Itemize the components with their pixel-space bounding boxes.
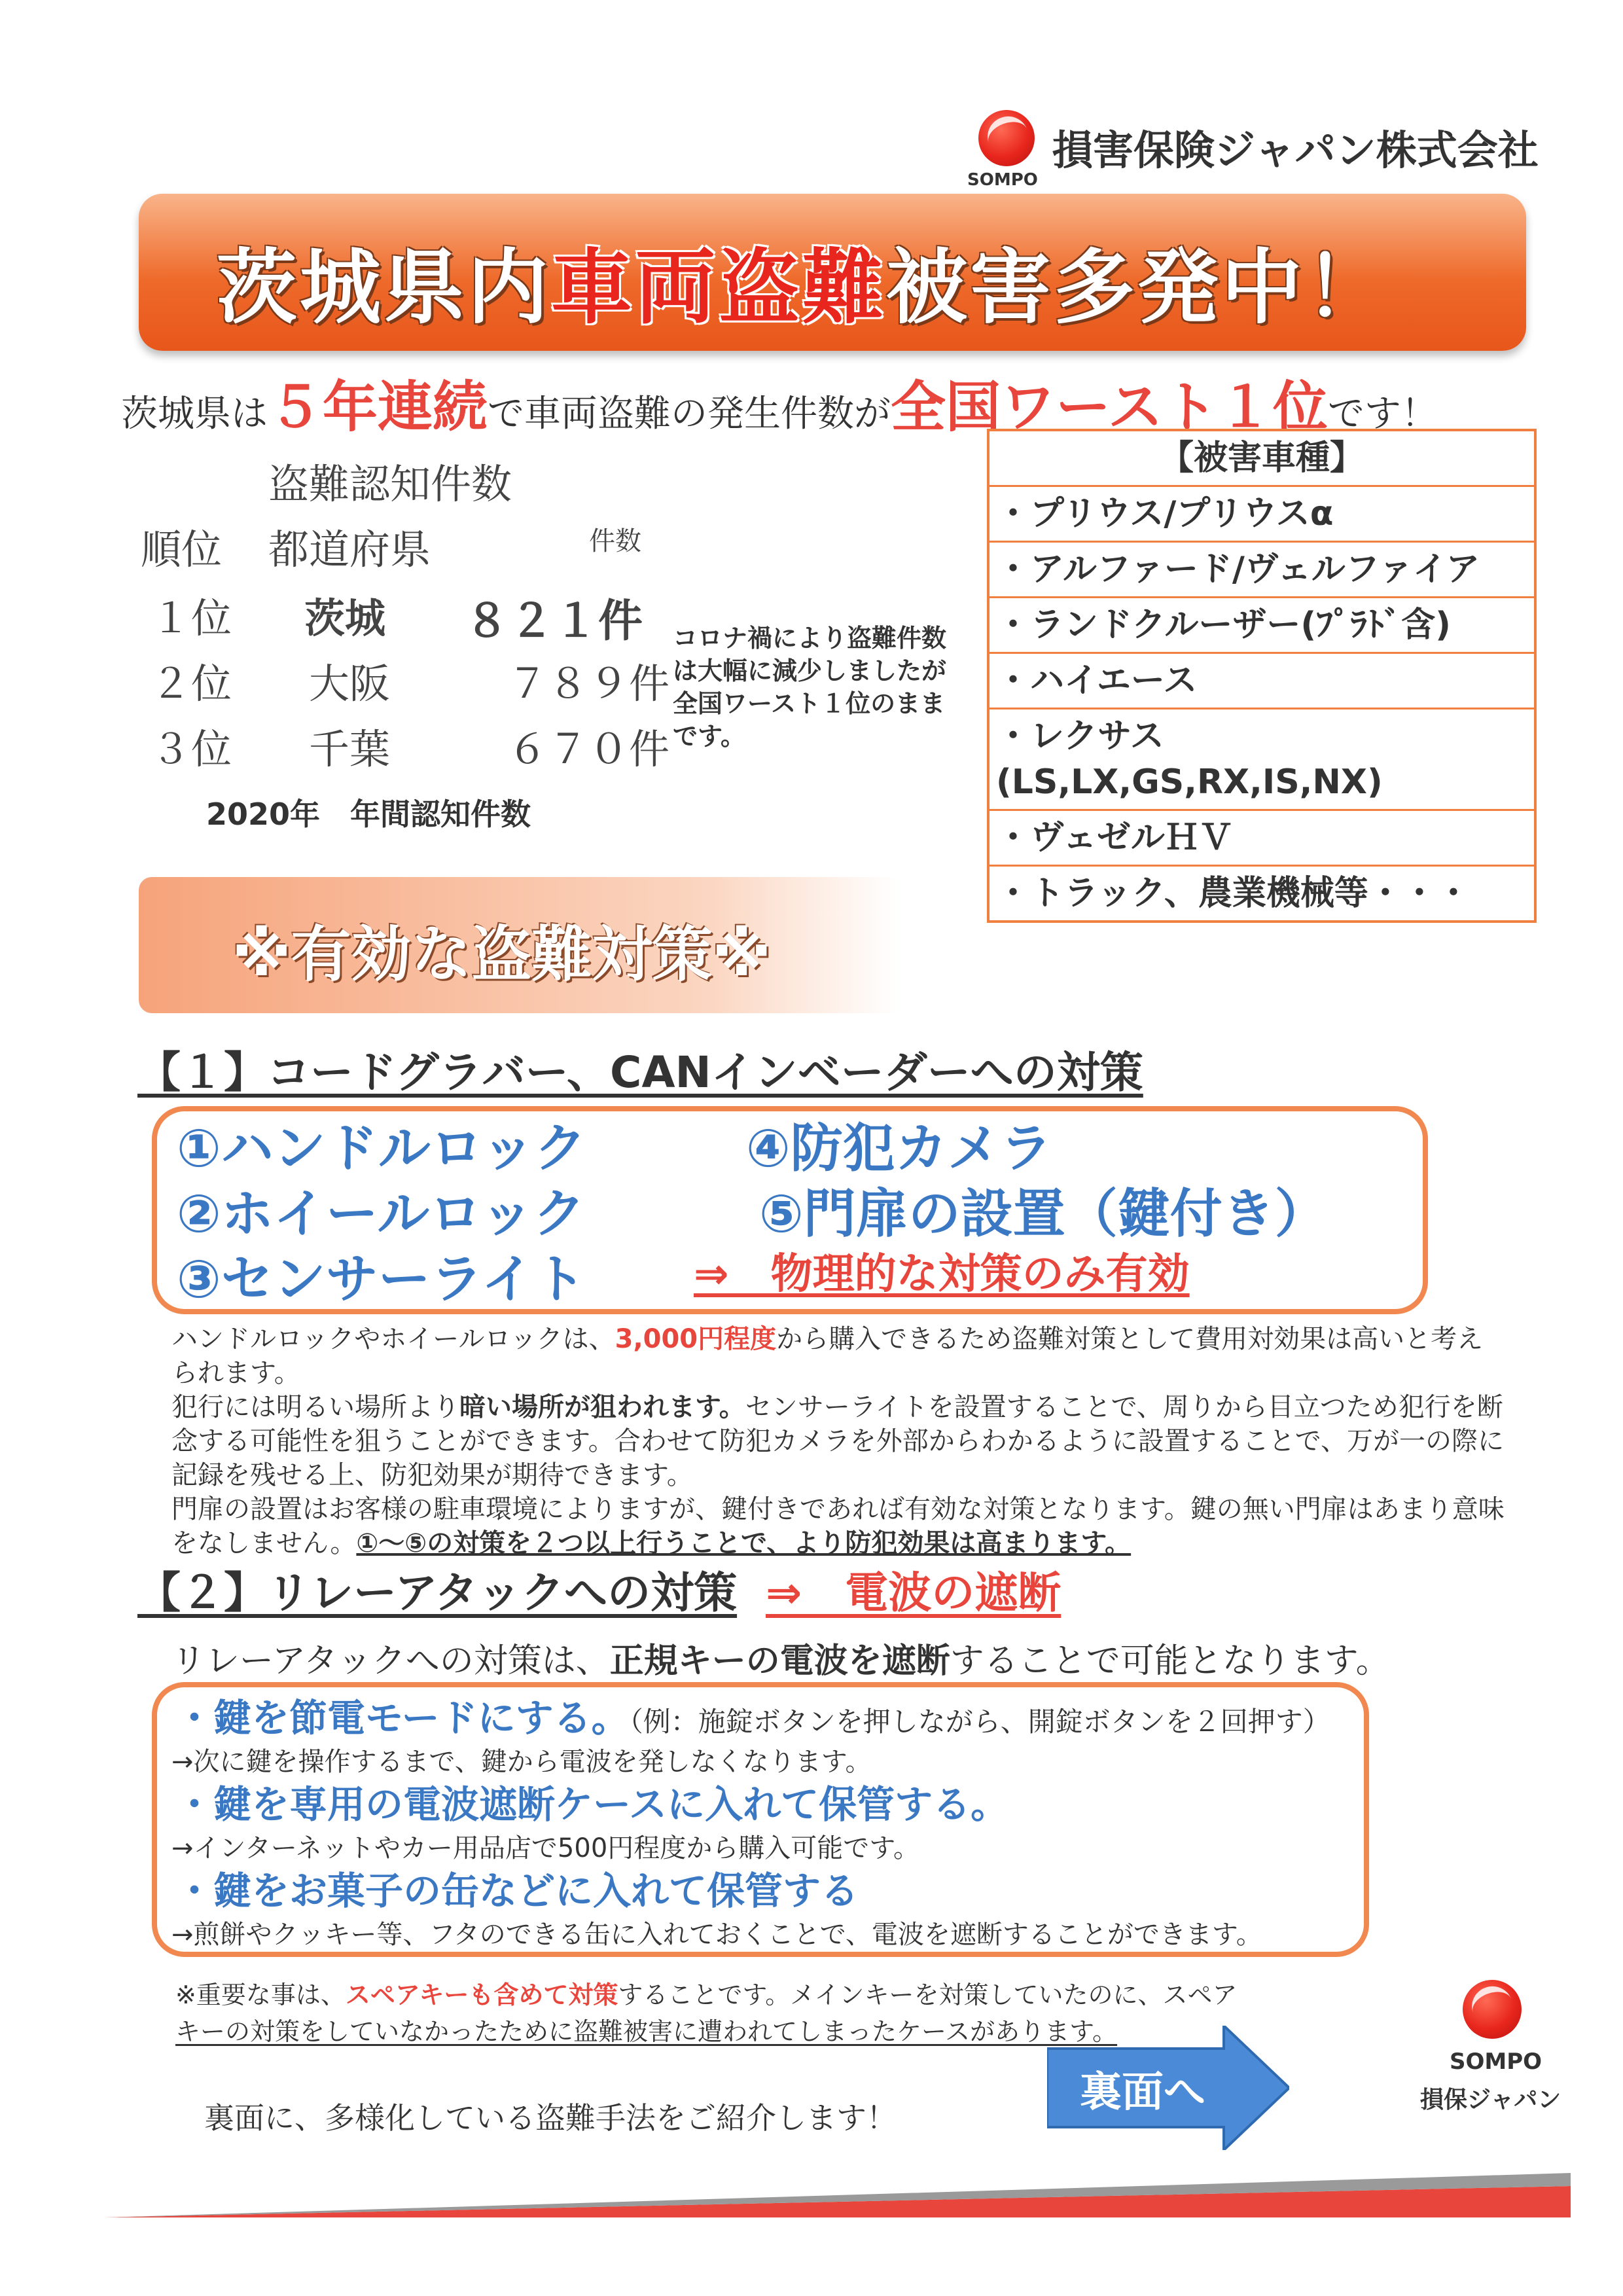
para-a1: ハンドルロックやホイールロックは、 <box>171 1324 615 1354</box>
col-rank: 順位 <box>141 526 223 573</box>
measure-1: ①ハンドルロック <box>177 1118 587 1179</box>
section1-heading: 【１】コードグラバー、CANインベーダーへの対策 <box>137 1047 1143 1098</box>
note-line: です。 <box>673 722 745 751</box>
vehicle-item: ・ヴェゼルＨＶ <box>990 811 1534 867</box>
section1-paragraph <box>171 1322 1507 1560</box>
section2-conclusion: ⇒ 電波の遮断 <box>766 1568 1061 1618</box>
intro2: することで可能となります。 <box>950 1641 1390 1681</box>
notice-bold: スペアキーも含めて対策 <box>345 1981 618 2009</box>
title-part2: 被害多発中！ <box>886 241 1389 335</box>
section1-conclusion: ⇒ 物理的な対策のみ有効 <box>694 1250 1190 1299</box>
rank-1: １位 <box>151 594 232 642</box>
relay-item-2-sub: →インターネットやカー用品店で500円程度から購入可能です。 <box>171 1833 920 1863</box>
pref-3: 千葉 <box>309 725 391 773</box>
vehicle-item: ・アルファード/ヴェルファイア <box>990 543 1534 598</box>
lead-highlight2: 全国ワースト１位 <box>891 375 1328 439</box>
page-title <box>216 223 1389 339</box>
para-b-bold: 暗い場所が狙われます。 <box>459 1392 745 1422</box>
title-part1: 茨城県内 <box>216 241 552 335</box>
lead-highlight1: ５年連続 <box>268 375 488 439</box>
para-a-red: 3,000円程度 <box>615 1324 777 1354</box>
vehicle-item: ・トラック、農業機械等・・・ <box>996 874 1471 913</box>
lead-part2: で車両盗難の発生件数が <box>488 393 891 435</box>
footer-decoration <box>105 2173 1571 2219</box>
para-a2: から購入できるため盗難対策として費用対効果は高いと考えられます。 <box>171 1324 1484 1388</box>
sompo-footer-logo-icon <box>1463 1980 1522 2039</box>
rank-3: ３位 <box>151 725 232 773</box>
relay-item-1-sub: →次に鍵を操作するまで、鍵から電波を発しなくなります。 <box>171 1747 872 1777</box>
col-pref: 都道府県 <box>268 526 431 573</box>
vehicle-table-header: 【被害車種】 <box>990 431 1534 487</box>
notice-part2: することです。メインキーを対策していたのに、スペア <box>618 1981 1238 2009</box>
relay-item-3: ・鍵をお菓子の缶などに入れて保管する <box>175 1869 859 1913</box>
note-line: コロナ禍により盗難件数 <box>673 624 947 653</box>
vehicle-item: (LS,LX,GS,RX,IS,NX) <box>990 759 1534 811</box>
ranking-note <box>673 622 946 753</box>
footer-brand-jp: 損保ジャパン <box>1420 2087 1561 2113</box>
relay-item-3-sub: →煎餅やクッキー等、フタのできる缶に入れておくことで、電波を遮断することができます。 <box>171 1920 1262 1950</box>
relay-item-1 <box>175 1687 1330 1742</box>
section2-intro <box>171 1633 1390 1682</box>
vehicle-item: ・プリウス/プリウスα <box>990 487 1534 543</box>
vehicle-item: ・レクサス <box>996 717 1164 756</box>
measure-5: ⑤門扉の設置（鍵付き） <box>759 1183 1327 1244</box>
count-1: ８２１件 <box>465 596 643 647</box>
notice-part1: ※重要な事は、 <box>175 1981 346 2009</box>
vehicle-item: ・ランドクルーザー(ﾌﾟﾗﾄﾞ含) <box>990 598 1534 654</box>
note-line: は大幅に減少しましたが <box>673 656 947 685</box>
back-page-button-label[interactable]: 裏面へ <box>1080 2068 1205 2117</box>
measure-3: ③センサーライト <box>177 1249 586 1310</box>
pref-1: 茨城 <box>304 594 386 642</box>
lead-part1: 茨城県は <box>121 393 268 435</box>
count-2: ７８９件 <box>507 660 670 708</box>
intro-bold: 正規キーの電波を遮断 <box>609 1641 950 1681</box>
notice-line2: キーの対策をしていなかったために盗難被害に遭われてしまったケースがあります。 <box>175 2017 1118 2046</box>
vehicle-item: ・ハイエース <box>990 654 1534 709</box>
measure-4: ④防犯カメラ <box>746 1118 1052 1179</box>
para-b2: センサーライトを設置することで、周りから目立つため犯行を断念する可能性を狙うことができます。合わせて防犯カメラを外部からわかるように設置することで、万が一の際に記録を残せる上、防犯効果が期待できます。 <box>171 1392 1504 1490</box>
intro1: リレーアタックへの対策は、 <box>171 1641 610 1681</box>
para-b1: 犯行には明るい場所より <box>171 1392 459 1422</box>
logo-text: SOMPO <box>967 170 1038 190</box>
relay-item-2: ・鍵を専用の電波遮断ケースに入れて保管する。 <box>175 1782 1009 1827</box>
relay-item-1-text: ・鍵を節電モードにする。 <box>175 1696 630 1740</box>
ranking-title: 盗難認知件数 <box>268 460 512 508</box>
measure-2: ②ホイールロック <box>177 1183 586 1244</box>
para-c-bold: ①～⑤の対策を２つ以上行うことで、より防犯効果は高まります。 <box>356 1528 1132 1558</box>
footer-brand: SOMPO <box>1450 2049 1543 2075</box>
title-highlight: 車両盗難 <box>551 241 887 335</box>
para-c1: 門扉の設置はお客様の駐車環境によりますが、鍵付きであれば有効な対策となります。鍵の無い門扉はあまり意味をなしません。 <box>171 1494 1505 1558</box>
lead-part3: です！ <box>1327 393 1438 435</box>
col-count: 件数 <box>589 526 641 556</box>
vehicle-types-table <box>987 429 1537 923</box>
pref-2: 大阪 <box>309 660 391 708</box>
relay-item-1-note: （例：施錠ボタンを押しながら、開錠ボタンを２回押す） <box>629 1706 1330 1738</box>
ranking-footer: 2020年 年間認知件数 <box>206 797 531 832</box>
measures-banner-text: ※有効な盗難対策※ <box>232 920 771 990</box>
section2-heading: 【２】リレーアタックへの対策 <box>137 1568 738 1618</box>
note-line: 全国ワースト１位のまま <box>673 689 946 718</box>
sompo-logo-icon <box>978 110 1035 166</box>
footer-text: 裏面に、多様化している盗難手法をご紹介します！ <box>204 2100 897 2136</box>
count-3: ６７０件 <box>507 725 670 773</box>
company-name: 損害保険ジャパン株式会社 <box>1052 126 1539 174</box>
rank-2: ２位 <box>151 660 232 708</box>
